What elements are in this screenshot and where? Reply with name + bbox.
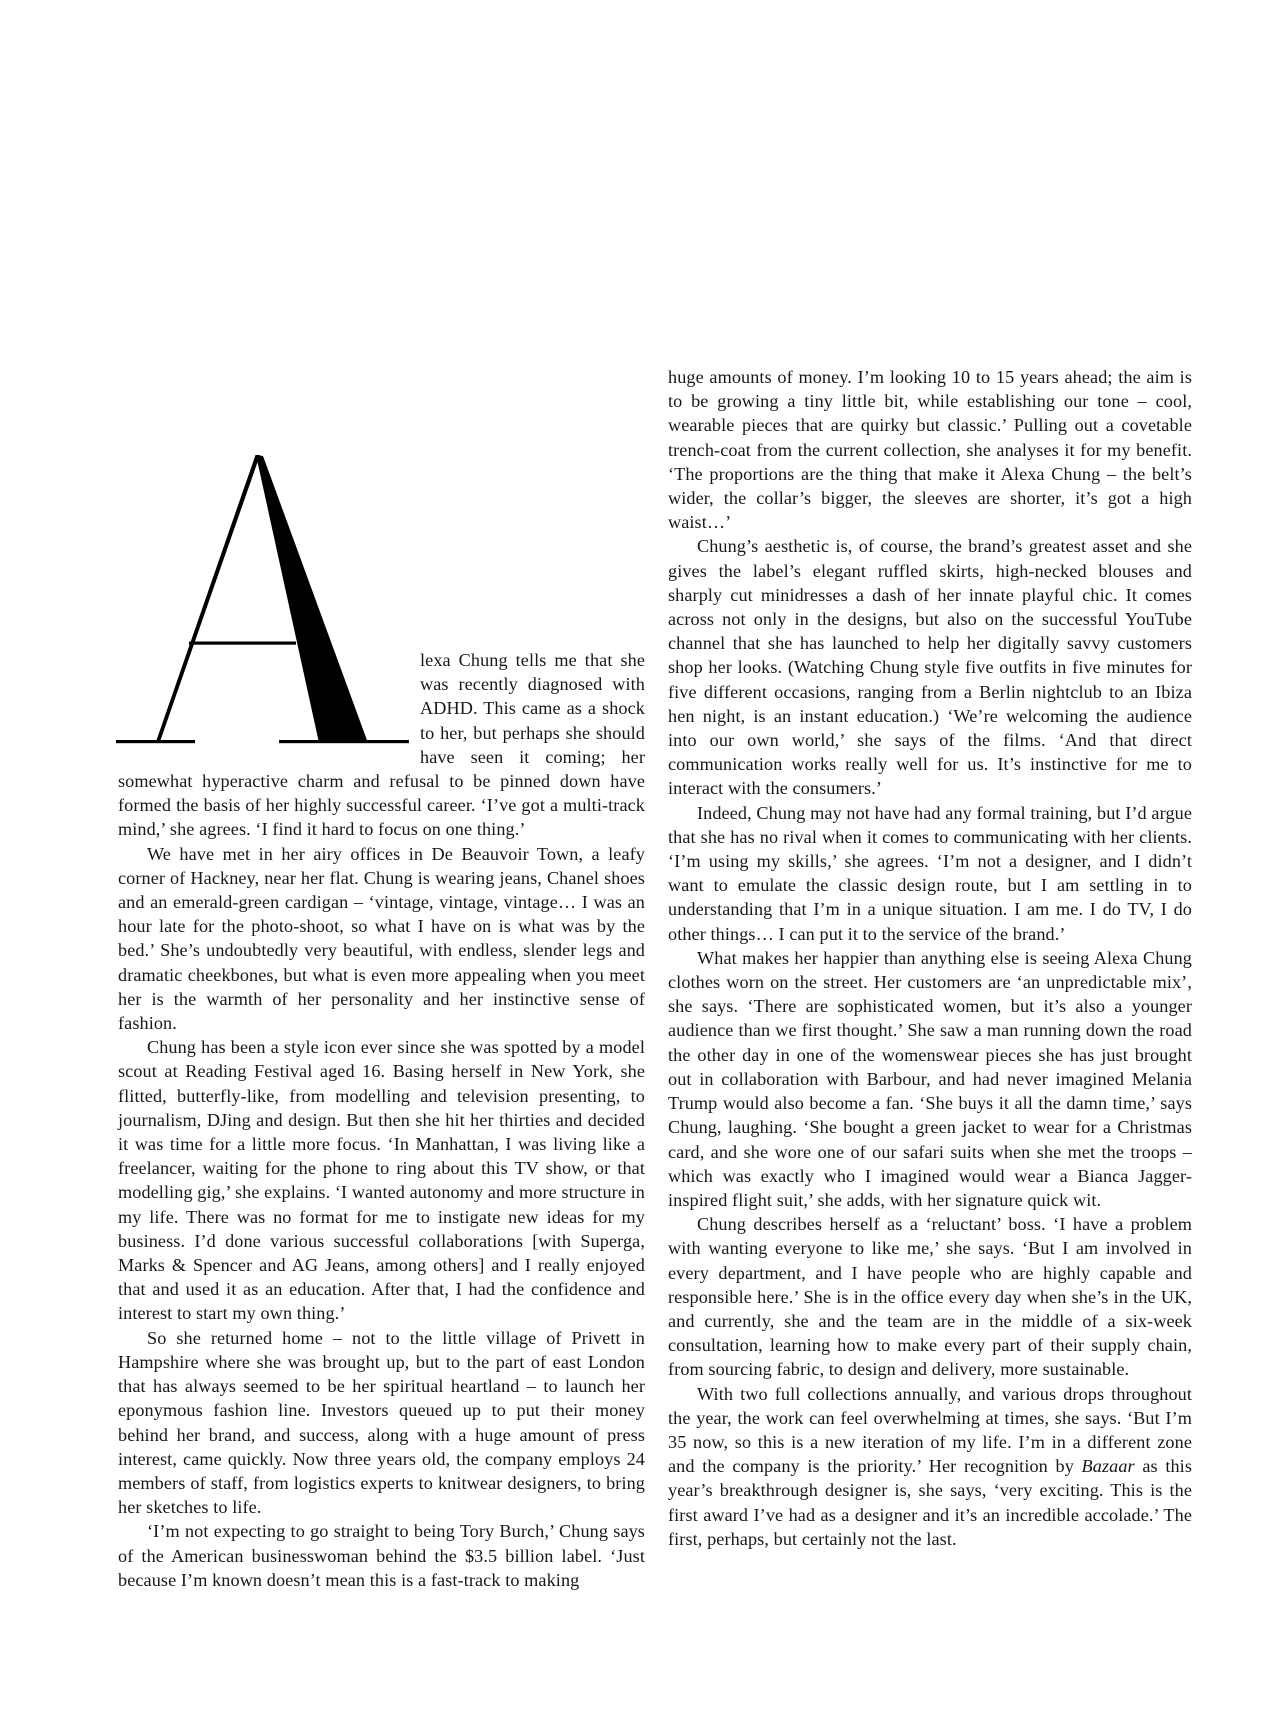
paragraph: We have met in her airy offices in De Beauvoir Town, a leafy corner of Hackney, near her flat. Chung is wearing jeans, Chanel shoes and an emerald-green cardigan – ‘vintage, vintage, vintage… I was an hour late for the photo-shoot, so what I have on is what was by the bed.’ She’s undoubtedly very beautiful, with endless, slender legs and dramatic cheekbones, but what is even more appealing when you meet her is the warmth of her personality and her instinctive sense of fashion. bbox=[118, 843, 645, 1034]
closing-paragraph bbox=[668, 1382, 1192, 1551]
drop-cap-spacer bbox=[118, 648, 420, 746]
paragraph: Indeed, Chung may not have had any formal training, but I’d argue that she has no rival when it comes to communicating with her clients. ‘I’m using my skills,’ she agrees. ‘I’m not a designer, and I didn’t want to emulate the classic design route, but I am settling in to understanding that I’m in a unique situation. I am me. I do TV, I do other things… I can put it to the service of the brand.’ bbox=[668, 802, 1192, 944]
paragraph: Chung’s aesthetic is, of course, the brand’s greatest asset and she gives the label’s elegant ruffled skirts, high-necked blouses and sharply cut minidresses a dash of her innate playful chic. It comes across not only in the designs, but also on the successful YouTube channel that she has launched to help her digitally savvy customers shop her looks. (Watching Chung style five outfits in five minutes for five different occasions, ranging from a Berlin nightclub to an Ibiza hen night, is an instant education.) ‘We’re welcoming the audience into our own world,’ she says of the films. ‘And that direct communication works really well for us. It’s instinctive for me to interact with the consumers.’ bbox=[668, 536, 1192, 799]
opening-paragraph bbox=[118, 648, 645, 842]
closing-paragraph-text: as this year’s breakthrough designer is, she says, ‘very exciting. This is the first award I’ve had as a designer and it’s an incredible accolade.’ The first, perhaps, but certainly not the last. bbox=[668, 1456, 1193, 1549]
paragraph: Chung has been a style icon ever since she was spotted by a model scout at Reading Festival aged 16. Basing herself in New York, she flitted, butterfly-like, from modelling and television presenting, to journalism, DJing and design. But then she hit her thirties and decided it was time for a little more focus. ‘In Manhattan, I was living like a freelancer, waiting for the phone to ring about this TV show, or that modelling gig,’ she explains. ‘I wanted autonomy and more structure in my life. There was no format for me to instigate new ideas for my business. I’d done various successful collaborations [with Superga, Marks & Spencer and AG Jeans, among others] and I really enjoyed that and used it as an education. After that, I had the confidence and interest to start my own thing.’ bbox=[118, 1037, 645, 1324]
paragraph: So she returned home – not to the little village of Privett in Hampshire where she was brought up, but to the part of east London that has always seemed to be her spiritual heartland – to launch her eponymous fashion line. Investors queued up to put their money behind her brand, and success, along with a huge amount of press interest, came quickly. Now three years old, the company employs 24 members of staff, from logistics experts to knitwear designers, to bring her sketches to life. bbox=[118, 1327, 645, 1518]
right-column bbox=[668, 365, 1192, 1551]
paragraph: What makes her happier than anything else is seeing Alexa Chung clothes worn on the street. Her customers are ‘an unpredictable mix’, she says. ‘There are sophisticated women, but it’s also a younger audience than we first thought.’ She saw a man running down the road the other day in one of the womenswear pieces she has just brought out in collaboration with Barbour, and had never imagined Melania Trump would also become a fan. ‘She buys it all the damn time,’ says Chung, laughing. ‘She bought a green jacket to wear for a Christmas card, and she wore one of our safari suits when she met the troops – which was exactly who I imagined would wear a Bianca Jagger-inspired flight suit,’ she adds, with her signature quick wit. bbox=[668, 947, 1192, 1210]
closing-paragraph-text: With two full collections annually, and various drops throughout the year, the work can feel overwhelming at times, she says. ‘But I’m 35 now, so this is a new iteration of my life. I’m in a different zone and the company is the priority.’ Her recognition by bbox=[668, 1383, 1192, 1477]
left-column bbox=[118, 648, 645, 1592]
paragraph: Chung describes herself as a ‘reluctant’ boss. ‘I have a problem with wanting everyone to like me,’ she says. ‘But I am involved in every department, and I have people who are highly capable and responsible here.’ She is in the office every day when she’s in the UK, and currently, she and the team are in the middle of a six-week consultation, learning how to make every part of their supply chain, from sourcing fabric, to design and delivery, more sustainable. bbox=[668, 1214, 1192, 1380]
paragraph: huge amounts of money. I’m looking 10 to 15 years ahead; the aim is to be growing a tiny little bit, while establishing our tone – cool, wearable pieces that are quirky but classic.’ Pulling out a covetable trench-coat from the current collection, she analyses it for my benefit. ‘The proportions are the thing that make it Alexa Chung – the belt’s wider, the collar’s bigger, the sleeves are shorter, it’s got a high waist…’ bbox=[668, 367, 1192, 533]
opening-paragraph-text: lexa Chung tells me that she was recently diagnosed with ADHD. This came as a shock to her, but perhaps she should have seen it coming; her somewhat hyperactive charm and refusal to be pinned down have formed the basis of her highly successful career. ‘I’ve got a multi-track mind,’ she agrees. ‘I find it hard to focus on one thing.’ bbox=[118, 650, 645, 840]
magazine-name-italic: Bazaar bbox=[1081, 1456, 1135, 1477]
paragraph: ‘I’m not expecting to go straight to being Tory Burch,’ Chung says of the American businesswoman behind the $3.5 billion label. ‘Just because I’m known doesn’t mean this is a fast-track to making bbox=[118, 1521, 645, 1590]
